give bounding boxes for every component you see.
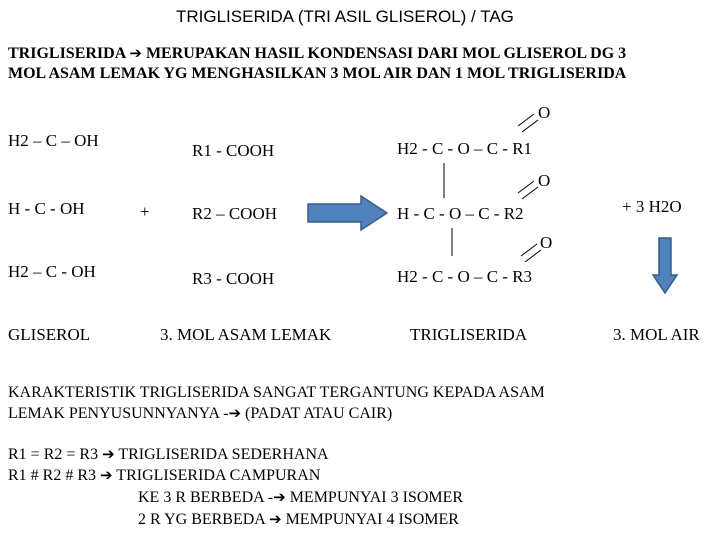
carbonyl-oxygen-1: O [538, 103, 551, 122]
page-title: TRIGLISERIDA (TRI ASIL GLISEROL) / TAG [176, 7, 514, 26]
isomer-rule-1-result: MEMPUNYAI 3 ISOMER [285, 489, 464, 506]
type-simple [8, 445, 329, 464]
glycerol-row-1: H2 – C – OH [8, 131, 99, 150]
isomer-rule-1 [138, 488, 463, 507]
carbonyl-oxygen-3: O [540, 233, 553, 252]
isomer-rule-2 [138, 510, 459, 529]
type-mixed-name: TRIGLISERIDA CAMPURAN [112, 467, 321, 484]
glycerol-row-2: H - C - OH [8, 199, 85, 218]
right-arrow-icon: ➔ [100, 466, 113, 484]
fatty-acid-r2: R2 – COOH [192, 204, 278, 223]
fatty-acid-r1: R1 - COOH [192, 141, 275, 160]
label-water: 3. MOL AIR [613, 325, 700, 344]
right-arrow-icon: ➔ [273, 488, 286, 506]
right-arrow-icon: ➔ [228, 404, 242, 422]
characteristic-line-2 [8, 404, 392, 423]
isomer-rule-2-cond: 2 R YG BERBEDA [138, 511, 269, 528]
type-simple-rule: R1 = R2 = R3 [8, 446, 103, 463]
block-down-arrow-icon [652, 237, 678, 295]
label-glycerol: GLISEROL [8, 325, 91, 344]
isomer-rule-2-result: MEMPUNYAI 4 ISOMER [281, 511, 459, 528]
glycerol-row-3: H2 – C - OH [8, 262, 96, 281]
label-triglyceride: TRIGLISERIDA [410, 325, 528, 344]
characteristic-line-1: KARAKTERISTIK TRIGLISERIDA SANGAT TERGANTUNG KEPADA ASAM [8, 384, 545, 401]
fatty-acid-r3: R3 - COOH [192, 269, 275, 288]
plus-sign: + [140, 202, 150, 221]
isomer-rule-1-cond: KE 3 R BERBEDA - [138, 489, 274, 506]
intro-text-b: MERUPAKAN HASIL KONDENSASI DARI MOL GLISEROL DG 3 [141, 45, 627, 62]
right-arrow-icon: ➔ [268, 510, 282, 528]
label-fatty-acids: 3. MOL ASAM LEMAK [160, 325, 332, 344]
type-simple-name: TRIGLISERIDA SEDERHANA [114, 446, 329, 463]
right-arrow-icon: ➔ [129, 44, 142, 62]
intro-text-a: TRIGLISERIDA [8, 45, 130, 62]
triglyceride-row-2: H - C - O – C - R2 [397, 204, 524, 223]
characteristic-text-a: LEMAK PENYUSUNNYANYA - [8, 405, 229, 422]
type-mixed-rule: R1 # R2 # R3 [8, 467, 101, 484]
type-mixed [8, 466, 320, 485]
triglyceride-row-3: H2 - C - O – C - R3 [397, 267, 533, 286]
triglyceride-row-1: H2 - C - O – C - R1 [397, 139, 533, 158]
water-product: + 3 H2O [622, 197, 682, 216]
characteristic-text-b: (PADAT ATAU CAIR) [241, 405, 393, 422]
right-arrow-icon: ➔ [102, 445, 115, 463]
carbonyl-oxygen-2: O [538, 171, 551, 190]
intro-line-2: MOL ASAM LEMAK YG MENGHASILKAN 3 MOL AIR DAN 1 MOL TRIGLISERIDA [8, 65, 627, 82]
